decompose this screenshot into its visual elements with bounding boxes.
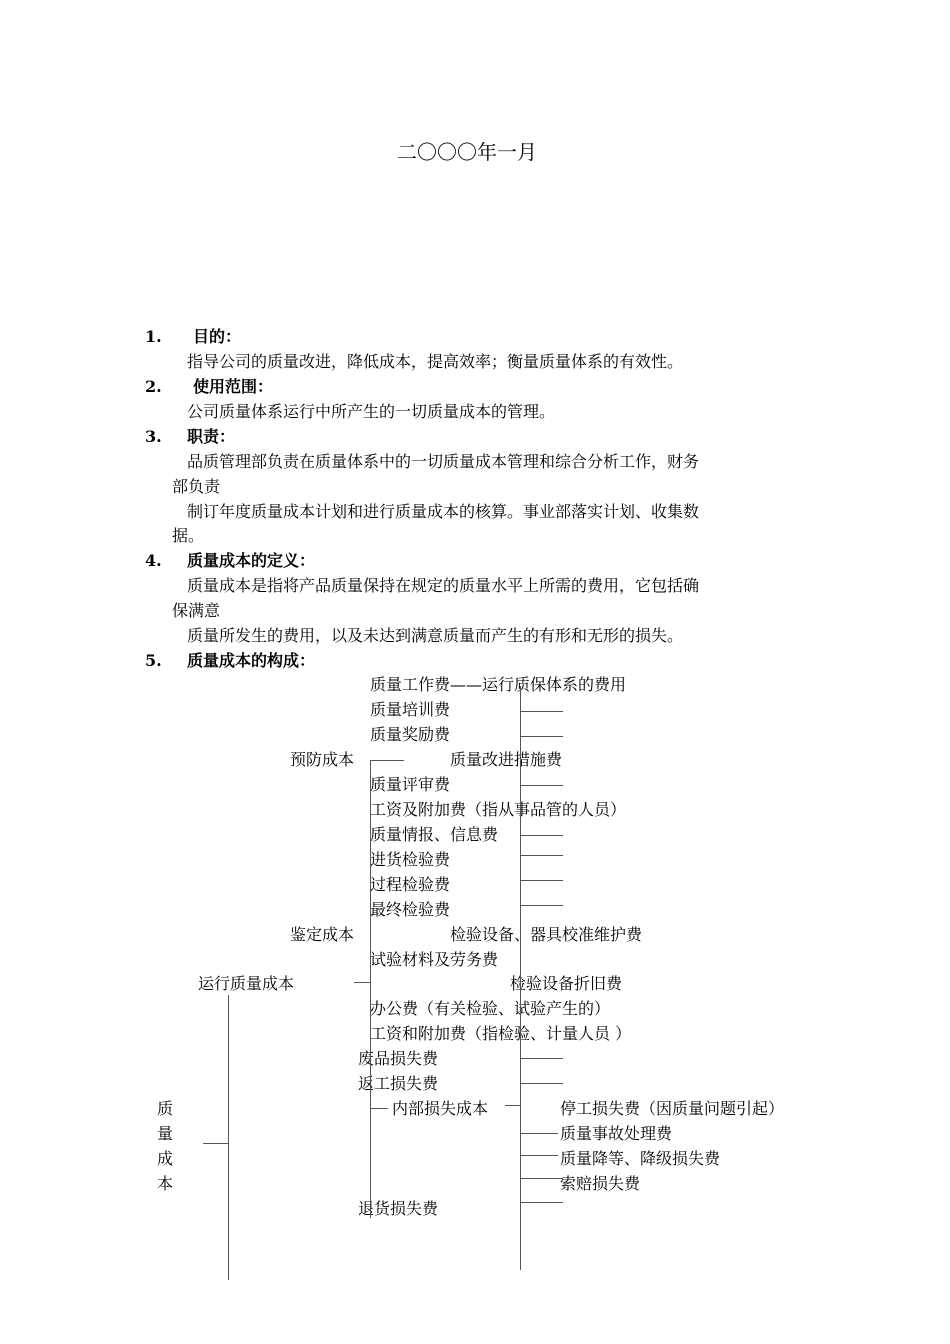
tree-appraisal-item: 最终检验费 xyxy=(370,900,451,919)
tree-connector xyxy=(520,736,563,737)
section-5-heading: 质量成本的构成： xyxy=(187,651,316,670)
tree-internal-failure-item: 退货损失费 xyxy=(358,1199,439,1218)
tree-connector xyxy=(520,686,521,1270)
tree-appraisal-item: 试验材料及劳务费 xyxy=(370,950,499,969)
tree-connector xyxy=(370,1108,388,1109)
document-date: 二〇〇〇年一月 xyxy=(397,140,537,164)
tree-connector xyxy=(520,1202,563,1203)
section-2-heading: 使用范围： xyxy=(193,377,274,396)
tree-connector xyxy=(520,880,563,881)
section-1-heading: 目的： xyxy=(193,327,242,346)
tree-connector xyxy=(520,835,563,836)
tree-internal-failure-label: 内部损失成本 xyxy=(392,1099,489,1118)
section-5-number: 5. xyxy=(145,651,162,670)
tree-prevention-item: 质量情报、信息费 xyxy=(370,825,499,844)
section-3-number: 3. xyxy=(145,427,162,446)
tree-appraisal-item: 过程检验费 xyxy=(370,875,451,894)
tree-prevention-item: 质量评审费 xyxy=(370,775,451,794)
tree-root-char: 质 xyxy=(157,1099,174,1118)
tree-prevention-item: 质量奖励费 xyxy=(370,725,451,744)
tree-connector xyxy=(520,711,563,712)
tree-connector xyxy=(370,760,371,1218)
tree-appraisal-label: 鉴定成本 xyxy=(290,925,355,944)
tree-connector xyxy=(520,905,563,906)
section-4-text-line-1: 质量成本是指将产品质量保持在规定的质量水平上所需的费用，它包括确 xyxy=(187,576,700,595)
tree-connector xyxy=(505,1105,520,1106)
tree-connector xyxy=(354,982,370,983)
tree-prevention-item: 质量工作费——运行质保体系的费用 xyxy=(370,675,627,694)
section-1-number: 1. xyxy=(145,327,162,346)
tree-connector xyxy=(520,1083,563,1084)
tree-root-char: 本 xyxy=(157,1174,174,1193)
section-2-text: 公司质量体系运行中所产生的一切质量成本的管理。 xyxy=(187,402,556,421)
section-4-number: 4. xyxy=(145,551,162,570)
tree-connector xyxy=(520,785,563,786)
tree-internal-failure-item: 返工损失费 xyxy=(358,1074,439,1093)
tree-connector xyxy=(520,1133,558,1134)
tree-internal-failure-item: 废品损失费 xyxy=(358,1049,439,1068)
section-4-text-line-2: 保满意 xyxy=(172,601,221,620)
tree-prevention-item: 质量培训费 xyxy=(370,700,451,719)
tree-internal-failure-item: 停工损失费（因质量问题引起） xyxy=(560,1099,785,1118)
section-3-text-line-2: 部负责 xyxy=(172,477,221,496)
tree-appraisal-item: 检验设备、器具校准维护费 xyxy=(450,925,643,944)
tree-appraisal-item: 办公费（有关检验、试验产生的） xyxy=(370,999,611,1018)
tree-connector xyxy=(520,1178,563,1179)
tree-connector xyxy=(228,995,229,1280)
tree-appraisal-item: 工资和附加费（指检验、计量人员 ） xyxy=(370,1024,632,1043)
tree-running-cost-label: 运行质量成本 xyxy=(198,974,295,993)
tree-prevention-item: 质量改进措施费 xyxy=(450,750,563,769)
section-4-text-line-3: 质量所发生的费用，以及未达到满意质量而产生的有形和无形的损失。 xyxy=(187,626,684,645)
section-3-text-line-4: 据。 xyxy=(172,526,205,545)
section-3-text-line-3: 制订年度质量成本计划和进行质量成本的核算。事业部落实计划、收集数 xyxy=(187,502,700,521)
tree-internal-failure-item: 索赔损失费 xyxy=(560,1174,641,1193)
tree-appraisal-item: 检验设备折旧费 xyxy=(510,974,623,993)
tree-connector xyxy=(203,1143,228,1144)
tree-prevention-label: 预防成本 xyxy=(290,750,355,769)
section-3-text-line-1: 品质管理部负责在质量体系中的一切质量成本管理和综合分析工作，财务 xyxy=(187,452,700,471)
tree-root-char: 量 xyxy=(157,1124,174,1143)
tree-appraisal-item: 进货检验费 xyxy=(370,850,451,869)
section-3-heading: 职责： xyxy=(187,427,236,446)
tree-connector xyxy=(520,1058,563,1059)
tree-internal-failure-item: 质量事故处理费 xyxy=(560,1124,673,1143)
tree-prevention-item: 工资及附加费（指从事品管的人员） xyxy=(370,800,627,819)
tree-connector xyxy=(520,1155,558,1156)
section-2-number: 2. xyxy=(145,377,162,396)
section-4-heading: 质量成本的定义： xyxy=(187,551,316,570)
tree-root-char: 成 xyxy=(157,1149,174,1168)
tree-internal-failure-item: 质量降等、降级损失费 xyxy=(560,1149,721,1168)
tree-connector xyxy=(370,760,404,761)
section-1-text: 指导公司的质量改进，降低成本，提高效率；衡量质量体系的有效性。 xyxy=(187,352,684,371)
tree-connector xyxy=(520,855,563,856)
